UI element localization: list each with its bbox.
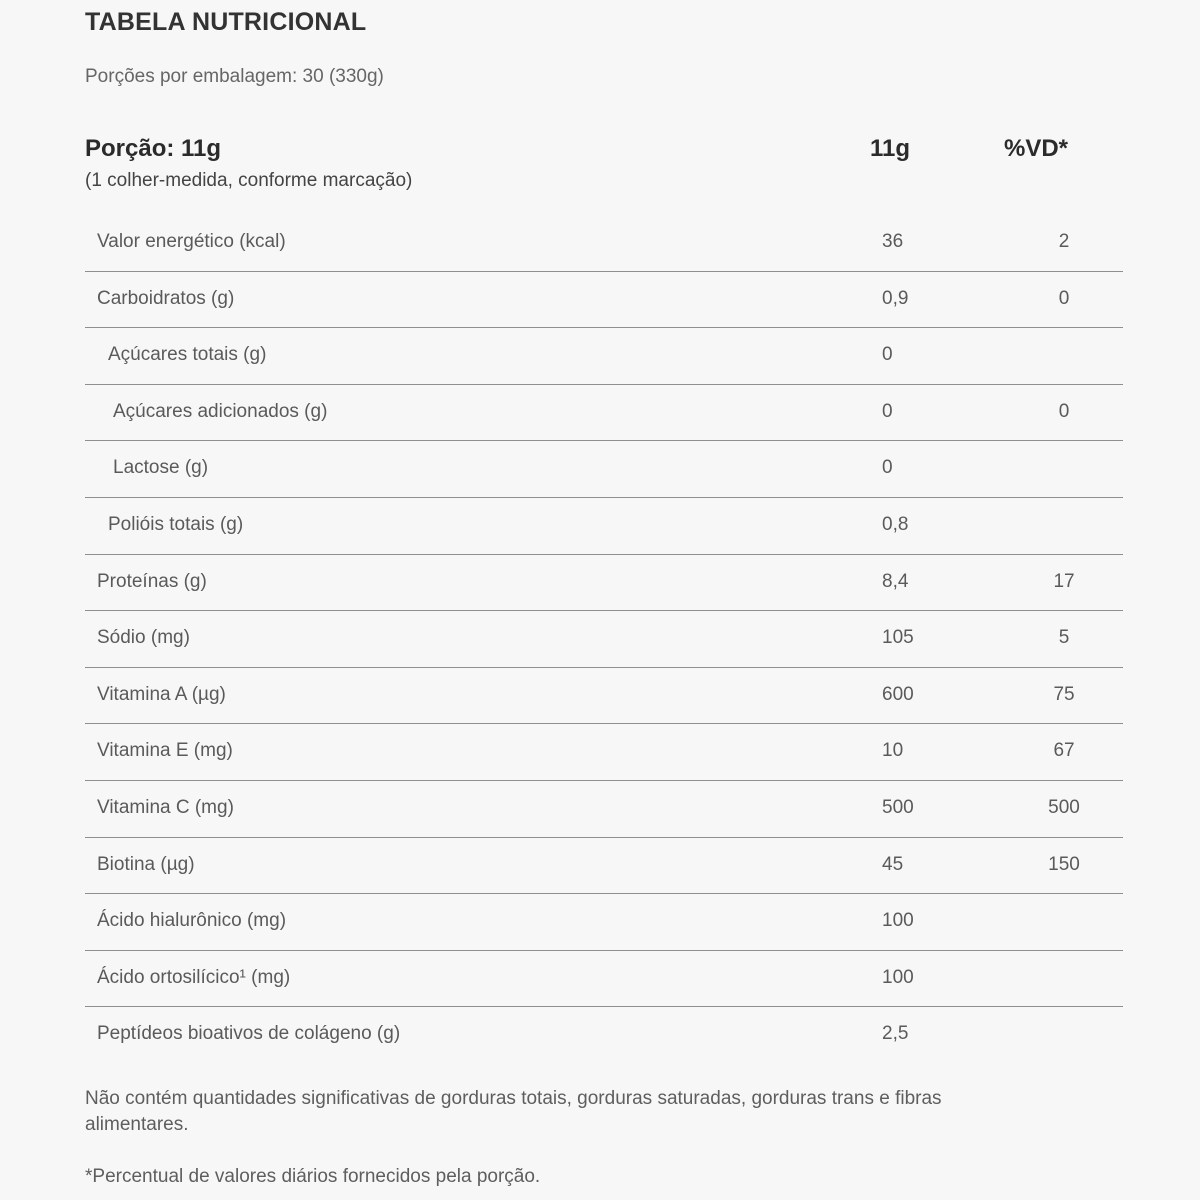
- nutrient-label: Carboidratos (g): [97, 287, 235, 309]
- amount-column-header: 11g: [870, 135, 911, 162]
- nutrient-label: Vitamina C (mg): [97, 796, 234, 818]
- nutrient-label: Proteínas (g): [97, 570, 207, 592]
- nutrient-label: Ácido ortosilícico¹ (mg): [97, 966, 291, 988]
- page-title: TABELA NUTRICIONAL: [85, 8, 367, 36]
- table-row: [85, 894, 1123, 951]
- nutrient-amount: 45: [882, 853, 904, 875]
- table-row: [85, 498, 1123, 555]
- nutrient-amount: 100: [882, 966, 914, 988]
- nutrient-label: Vitamina A (µg): [97, 683, 226, 705]
- nutrient-label: Açúcares adicionados (g): [113, 400, 328, 422]
- table-row: [85, 215, 1123, 272]
- nutrient-amount: 105: [882, 627, 914, 649]
- nutrient-vd-value: 75: [1053, 683, 1075, 705]
- nutrient-vd-value: 0: [1058, 287, 1070, 309]
- nutrient-amount: 36: [882, 231, 904, 252]
- table-row: [85, 1007, 1123, 1064]
- nutrient-amount: 0,9: [882, 287, 909, 309]
- table-row: [85, 272, 1123, 329]
- nutrient-vd-value: 500: [1048, 796, 1080, 818]
- table-row: [85, 611, 1123, 668]
- servings-per-package: Porções por embalagem: 30 (330g): [85, 66, 384, 87]
- table-row: [85, 441, 1123, 498]
- table-row: [85, 724, 1123, 781]
- nutrient-amount: 10: [882, 740, 904, 762]
- portion-heading: Porção: 11g: [85, 135, 222, 162]
- portion-measure: (1 colher-medida, conforme marcação): [85, 170, 413, 191]
- disclaimer-note: Não contém quantidades significativas de gorduras totais, gorduras saturadas, gorduras trans e fibras alimentares.: [85, 1088, 942, 1135]
- nutrient-label: Polióis totais (g): [108, 513, 244, 535]
- table-row: [85, 781, 1123, 838]
- nutrient-amount: 0: [882, 457, 893, 479]
- nutrient-vd-value: 17: [1053, 570, 1075, 592]
- nutrient-label: Biotina (µg): [97, 853, 195, 875]
- nutrient-label: Sódio (mg): [97, 627, 190, 649]
- nutrient-label: Lactose (g): [113, 457, 209, 479]
- nutrient-label: Ácido hialurônico (mg): [97, 910, 287, 932]
- nutrient-amount: 0: [882, 344, 893, 366]
- nutrient-amount: 0: [882, 400, 893, 422]
- table-row: [85, 555, 1123, 612]
- vd-column-header: %VD*: [1004, 135, 1069, 162]
- table-row: [85, 328, 1123, 385]
- nutrient-vd-value: 0: [1058, 400, 1070, 422]
- nutrient-vd-value: 67: [1053, 740, 1075, 762]
- nutrient-amount: 500: [882, 796, 914, 818]
- table-row: [85, 668, 1123, 725]
- nutrient-amount: 8,4: [882, 570, 909, 592]
- nutrient-amount: 0,8: [882, 513, 909, 535]
- nutrient-vd-value: 5: [1058, 627, 1070, 649]
- nutrient-label: Vitamina E (mg): [97, 740, 233, 762]
- table-row: [85, 951, 1123, 1008]
- nutrient-amount: 2,5: [882, 1023, 909, 1045]
- vd-footnote: *Percentual de valores diários fornecidos pela porção.: [85, 1166, 541, 1187]
- nutrient-vd-value: 2: [1058, 231, 1070, 252]
- nutrient-amount: 600: [882, 683, 914, 705]
- table-row: [85, 838, 1123, 895]
- nutrient-vd-value: 150: [1048, 853, 1080, 875]
- nutrition-table: [85, 215, 1123, 1064]
- table-row: [85, 385, 1123, 442]
- nutrient-label: Peptídeos bioativos de colágeno (g): [97, 1023, 401, 1045]
- nutrient-label: Açúcares totais (g): [108, 344, 267, 366]
- nutrient-label: Valor energético (kcal): [97, 231, 286, 252]
- nutrient-amount: 100: [882, 910, 914, 932]
